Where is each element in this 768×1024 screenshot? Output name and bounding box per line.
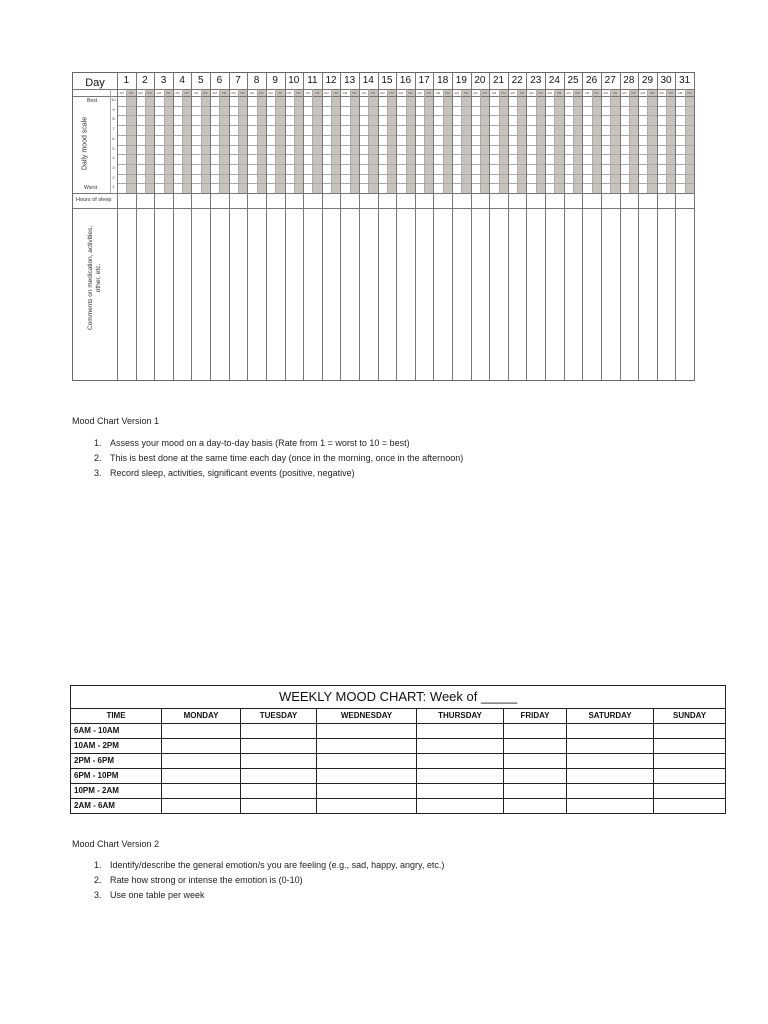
pm-shading bbox=[592, 89, 601, 193]
grid-col-line bbox=[396, 73, 397, 380]
mood-entry-cell[interactable] bbox=[417, 799, 504, 814]
grid-col-line bbox=[582, 73, 583, 380]
pm-shading bbox=[219, 89, 228, 193]
mood-entry-cell[interactable] bbox=[162, 724, 241, 739]
day-number: 8 bbox=[253, 75, 260, 86]
pm-label: PM bbox=[128, 91, 134, 95]
grid-col-line bbox=[638, 73, 639, 380]
grid-half-line bbox=[182, 89, 183, 193]
version1-step: 1. Assess your mood on a day-to-day basis (Rate from 1 = worst to 10 = best) bbox=[104, 436, 463, 451]
am-label: AM bbox=[324, 91, 329, 95]
grid-half-line bbox=[554, 89, 555, 193]
column-header: TUESDAY bbox=[241, 709, 317, 724]
weekly-chart-title: WEEKLY MOOD CHART: Week of _____ bbox=[71, 686, 726, 709]
weekly-time-row bbox=[71, 754, 726, 769]
grid-half-line bbox=[685, 89, 686, 193]
pm-shading bbox=[461, 89, 470, 193]
mood-scale-value: 8 bbox=[112, 116, 115, 122]
weekly-time-row bbox=[71, 799, 726, 814]
grid-col-line bbox=[340, 73, 341, 380]
mood-entry-cell[interactable] bbox=[317, 724, 417, 739]
am-label: AM bbox=[454, 91, 459, 95]
mood-entry-cell[interactable] bbox=[504, 754, 567, 769]
mood-entry-cell[interactable] bbox=[317, 799, 417, 814]
grid-half-line bbox=[201, 89, 202, 193]
am-label: AM bbox=[342, 91, 348, 95]
day-number: 24 bbox=[548, 75, 560, 86]
grid-half-line bbox=[350, 89, 351, 193]
pm-label: PM bbox=[184, 91, 190, 95]
column-header: SUNDAY bbox=[654, 709, 726, 724]
mood-scale-value: 10 bbox=[111, 97, 116, 102]
grid-half-line bbox=[517, 89, 518, 193]
sleep-label: Hours of sleep bbox=[76, 197, 112, 203]
time-slot-label: 10PM - 2AM bbox=[71, 784, 162, 799]
am-label: AM bbox=[119, 91, 124, 95]
grid-col-line bbox=[154, 73, 155, 380]
grid-col-line bbox=[378, 73, 379, 380]
am-label: AM bbox=[361, 91, 366, 95]
day-number: 23 bbox=[530, 75, 542, 86]
pm-label: PM bbox=[165, 91, 171, 95]
pm-shading bbox=[331, 89, 340, 193]
pm-shading bbox=[647, 89, 656, 193]
pm-shading bbox=[685, 89, 694, 193]
pm-shading bbox=[406, 89, 415, 193]
day-number: 14 bbox=[362, 75, 374, 86]
column-header: MONDAY bbox=[162, 709, 241, 724]
day-header-label: Day bbox=[85, 77, 105, 89]
grid-col-line bbox=[359, 73, 360, 380]
mood-entry-cell[interactable] bbox=[241, 724, 317, 739]
pm-shading bbox=[629, 89, 638, 193]
am-label: AM bbox=[156, 91, 162, 95]
grid-col-line bbox=[415, 73, 416, 380]
day-number: 12 bbox=[325, 75, 337, 86]
mood-entry-cell[interactable] bbox=[654, 769, 726, 784]
pm-shading bbox=[499, 89, 508, 193]
pm-label: PM bbox=[463, 91, 469, 95]
pm-label: PM bbox=[445, 91, 450, 95]
grid-col-line bbox=[285, 73, 286, 380]
am-label: AM bbox=[138, 91, 143, 95]
pm-shading bbox=[275, 89, 284, 193]
pm-shading bbox=[387, 89, 396, 193]
day-number: 29 bbox=[641, 75, 654, 86]
grid-half-line bbox=[312, 89, 313, 193]
mood-entry-cell[interactable] bbox=[162, 754, 241, 769]
mood-entry-cell[interactable] bbox=[317, 754, 417, 769]
grid-col-line bbox=[620, 73, 621, 380]
pm-shading bbox=[145, 89, 154, 193]
grid-half-line bbox=[331, 89, 332, 193]
time-slot-label: 2PM - 6PM bbox=[71, 754, 162, 769]
mood-scale-value: 6 bbox=[112, 135, 115, 141]
grid-half-line bbox=[536, 89, 537, 193]
pm-shading bbox=[443, 89, 452, 193]
pm-label: PM bbox=[631, 91, 636, 95]
pm-label: PM bbox=[519, 91, 525, 95]
am-label: AM bbox=[379, 91, 385, 95]
pm-label: PM bbox=[482, 91, 487, 95]
day-number: 17 bbox=[418, 75, 430, 86]
column-header: FRIDAY bbox=[504, 709, 567, 724]
am-label: AM bbox=[640, 91, 646, 95]
pm-shading bbox=[182, 89, 191, 193]
mood-scale-value: 5 bbox=[112, 145, 115, 151]
grid-half-line bbox=[592, 89, 593, 193]
mood-entry-cell[interactable] bbox=[567, 769, 654, 784]
mood-entry-cell[interactable] bbox=[417, 739, 504, 754]
grid-half-line bbox=[368, 89, 369, 193]
pm-shading bbox=[536, 89, 545, 193]
mood-entry-cell[interactable] bbox=[567, 754, 654, 769]
mood-entry-cell[interactable] bbox=[241, 769, 317, 784]
grid-half-line bbox=[275, 89, 276, 193]
grid-half-line bbox=[480, 89, 481, 193]
pm-label: PM bbox=[407, 91, 413, 95]
grid-col-line bbox=[508, 73, 509, 380]
pm-shading bbox=[666, 89, 675, 193]
time-slot-label: 6PM - 10PM bbox=[71, 769, 162, 784]
day-number: 25 bbox=[567, 75, 579, 86]
day-number: 1 bbox=[123, 75, 130, 86]
mood-entry-cell[interactable] bbox=[417, 784, 504, 799]
column-header: WEDNESDAY bbox=[317, 709, 417, 724]
weekly-time-row bbox=[71, 724, 726, 739]
grid-half-line bbox=[629, 89, 630, 193]
mood-entry-cell[interactable] bbox=[317, 784, 417, 799]
mood-entry-cell[interactable] bbox=[567, 784, 654, 799]
grid-col-line bbox=[247, 73, 248, 380]
mood-entry-cell[interactable] bbox=[417, 769, 504, 784]
mood-entry-cell[interactable] bbox=[567, 724, 654, 739]
am-label: AM bbox=[510, 91, 515, 95]
pm-shading bbox=[517, 89, 526, 193]
grid-half-line bbox=[647, 89, 648, 193]
pm-shading bbox=[424, 89, 433, 193]
mood-entry-cell[interactable] bbox=[504, 724, 567, 739]
pm-shading bbox=[294, 89, 303, 193]
best-label: Best bbox=[87, 98, 98, 104]
mood-scale-axis-label: Daily mood scale bbox=[81, 116, 89, 170]
day-number: 6 bbox=[216, 75, 223, 86]
grid-col-line bbox=[229, 73, 230, 380]
grid-half-line bbox=[406, 89, 407, 193]
am-label: AM bbox=[249, 91, 255, 95]
am-label: AM bbox=[603, 91, 608, 95]
grid-col-line bbox=[210, 73, 211, 380]
day-number: 2 bbox=[142, 75, 148, 86]
mood-entry-cell[interactable] bbox=[162, 739, 241, 754]
pm-shading bbox=[350, 89, 359, 193]
am-label: AM bbox=[305, 91, 311, 95]
grid-col-line bbox=[452, 73, 453, 380]
pm-label: PM bbox=[333, 91, 338, 95]
mood-entry-cell[interactable] bbox=[567, 799, 654, 814]
pm-shading bbox=[554, 89, 563, 193]
day-number: 11 bbox=[307, 75, 318, 86]
day-number: 19 bbox=[455, 75, 467, 86]
pm-label: PM bbox=[612, 91, 618, 95]
grid-col-line bbox=[601, 73, 602, 380]
mood-entry-cell[interactable] bbox=[417, 754, 504, 769]
day-number: 26 bbox=[586, 75, 598, 86]
day-number: 10 bbox=[288, 75, 300, 86]
day-number: 31 bbox=[679, 75, 691, 86]
grid-half-line bbox=[499, 89, 500, 193]
mood-entry-cell[interactable] bbox=[567, 739, 654, 754]
pm-label: PM bbox=[314, 91, 320, 95]
pm-shading bbox=[480, 89, 489, 193]
grid-col-line bbox=[173, 73, 174, 380]
mood-entry-cell[interactable] bbox=[654, 739, 726, 754]
pm-shading bbox=[312, 89, 321, 193]
am-label: AM bbox=[417, 91, 422, 95]
pm-shading bbox=[573, 89, 582, 193]
day-number: 4 bbox=[179, 75, 185, 86]
mood-scale-value: 9 bbox=[112, 106, 115, 112]
monthly-mood-chart bbox=[72, 72, 695, 381]
pm-shading bbox=[368, 89, 377, 193]
mood-entry-cell[interactable] bbox=[504, 739, 567, 754]
pm-label: PM bbox=[649, 91, 655, 95]
mood-entry-cell[interactable] bbox=[417, 724, 504, 739]
am-label: AM bbox=[659, 91, 664, 95]
pm-label: PM bbox=[221, 91, 227, 95]
pm-shading bbox=[126, 89, 135, 193]
am-label: AM bbox=[231, 91, 236, 95]
pm-label: PM bbox=[240, 91, 245, 95]
am-label: AM bbox=[621, 91, 627, 95]
mood-entry-cell[interactable] bbox=[241, 739, 317, 754]
mood-entry-cell[interactable] bbox=[654, 799, 726, 814]
day-number: 7 bbox=[235, 75, 241, 86]
pm-label: PM bbox=[352, 91, 357, 95]
mood-entry-cell[interactable] bbox=[162, 784, 241, 799]
column-header: TIME bbox=[71, 709, 162, 724]
pm-shading bbox=[164, 89, 173, 193]
am-label: AM bbox=[566, 91, 571, 95]
pm-label: PM bbox=[538, 91, 543, 95]
mood-scale-value: 2 bbox=[112, 174, 115, 180]
weekly-time-row bbox=[71, 739, 726, 754]
grid-half-line bbox=[387, 89, 388, 193]
grid-half-line bbox=[126, 89, 127, 193]
version2-step: 1. Identify/describe the general emotion/s you are feeling (e.g., sad, happy, angry, etc.) bbox=[104, 858, 444, 873]
version1-title: Mood Chart Version 1 bbox=[72, 416, 160, 426]
am-label: AM bbox=[584, 91, 590, 95]
version1-steps bbox=[72, 436, 463, 481]
pm-label: PM bbox=[296, 91, 301, 95]
pm-label: PM bbox=[500, 91, 506, 95]
grid-half-line bbox=[164, 89, 165, 193]
am-label: AM bbox=[435, 91, 441, 95]
day-number: 5 bbox=[197, 75, 204, 86]
day-number: 20 bbox=[474, 75, 486, 86]
pm-shading bbox=[238, 89, 247, 193]
worst-label: Worst bbox=[84, 185, 97, 192]
grid-half-line bbox=[294, 89, 295, 193]
pm-shading bbox=[610, 89, 619, 193]
am-label: AM bbox=[268, 91, 273, 95]
pm-label: PM bbox=[668, 91, 673, 95]
grid-col-line bbox=[545, 73, 546, 380]
grid-half-line bbox=[443, 89, 444, 193]
pm-label: PM bbox=[594, 91, 599, 95]
mood-scale-value: 3 bbox=[112, 164, 115, 170]
grid-col-line bbox=[136, 73, 137, 380]
pm-label: PM bbox=[258, 91, 264, 95]
version2-title: Mood Chart Version 2 bbox=[72, 839, 160, 849]
grid-col-line bbox=[675, 73, 676, 380]
weekly-header-row bbox=[71, 709, 726, 724]
grid-col-line bbox=[117, 73, 118, 380]
mood-entry-cell[interactable] bbox=[504, 784, 567, 799]
mood-scale-value: 4 bbox=[112, 155, 115, 161]
mood-entry-cell[interactable] bbox=[654, 724, 726, 739]
grid-col-line bbox=[564, 73, 565, 380]
day-number: 3 bbox=[160, 75, 167, 86]
mood-entry-cell[interactable] bbox=[162, 799, 241, 814]
time-slot-label: 10AM - 2PM bbox=[71, 739, 162, 754]
grid-col-line bbox=[191, 73, 192, 380]
version2-step: 3. Use one table per week bbox=[104, 888, 444, 903]
weekly-time-row bbox=[71, 784, 726, 799]
version2-step: 2. Rate how strong or intense the emotion is (0-10) bbox=[104, 873, 444, 888]
day-number: 21 bbox=[492, 75, 505, 86]
grid-col-line bbox=[266, 73, 267, 380]
column-header: SATURDAY bbox=[567, 709, 654, 724]
weekly-time-row bbox=[71, 769, 726, 784]
grid-half-line bbox=[573, 89, 574, 193]
grid-col-line bbox=[322, 73, 323, 380]
mood-entry-cell[interactable] bbox=[162, 769, 241, 784]
pm-label: PM bbox=[147, 91, 152, 95]
grid-col-line bbox=[694, 73, 695, 380]
am-label: AM bbox=[473, 91, 478, 95]
weekly-mood-chart bbox=[70, 685, 726, 814]
time-slot-label: 6AM - 10AM bbox=[71, 724, 162, 739]
am-label: AM bbox=[175, 91, 180, 95]
grid-half-line bbox=[666, 89, 667, 193]
grid-col-line bbox=[489, 73, 490, 380]
grid-col-line bbox=[433, 73, 434, 380]
day-number: 22 bbox=[511, 75, 523, 86]
day-number: 16 bbox=[399, 75, 412, 86]
pm-label: PM bbox=[575, 91, 580, 95]
pm-label: PM bbox=[556, 91, 562, 95]
mood-entry-cell[interactable] bbox=[504, 799, 567, 814]
day-number: 27 bbox=[604, 75, 616, 86]
mood-entry-cell[interactable] bbox=[654, 784, 726, 799]
pm-label: PM bbox=[426, 91, 431, 95]
grid-col-line bbox=[471, 73, 472, 380]
day-number: 30 bbox=[660, 75, 672, 86]
pm-label: PM bbox=[687, 91, 692, 95]
day-number: 28 bbox=[623, 75, 635, 86]
grid-half-line bbox=[238, 89, 239, 193]
grid-half-line bbox=[257, 89, 258, 193]
version1-step: 2. This is best done at the same time each day (once in the morning, once in the afternoon) bbox=[104, 451, 463, 466]
mood-entry-cell[interactable] bbox=[317, 769, 417, 784]
am-label: AM bbox=[286, 91, 292, 95]
day-number: 9 bbox=[272, 75, 278, 86]
pm-shading bbox=[201, 89, 210, 193]
day-number: 18 bbox=[437, 75, 449, 86]
day-number: 15 bbox=[381, 75, 393, 86]
version2-steps bbox=[72, 858, 444, 903]
grid-col-line bbox=[526, 73, 527, 380]
mood-entry-cell[interactable] bbox=[504, 769, 567, 784]
am-label: AM bbox=[491, 91, 497, 95]
grid-half-line bbox=[424, 89, 425, 193]
pm-label: PM bbox=[277, 91, 283, 95]
mood-entry-cell[interactable] bbox=[654, 754, 726, 769]
version1-step: 3. Record sleep, activities, significant events (positive, negative) bbox=[104, 466, 463, 481]
column-header: THURSDAY bbox=[417, 709, 504, 724]
grid-half-line bbox=[461, 89, 462, 193]
grid-half-line bbox=[219, 89, 220, 193]
mood-entry-cell[interactable] bbox=[241, 754, 317, 769]
mood-scale-value: 1 bbox=[112, 184, 115, 190]
mood-entry-cell[interactable] bbox=[241, 799, 317, 814]
pm-label: PM bbox=[203, 91, 208, 95]
grid-col-line bbox=[303, 73, 304, 380]
am-label: AM bbox=[547, 91, 552, 95]
time-slot-label: 2AM - 6AM bbox=[71, 799, 162, 814]
grid-half-line bbox=[145, 89, 146, 193]
day-number: 13 bbox=[344, 75, 356, 86]
comments-label: Comments on medication, activities, other, etc. bbox=[87, 225, 102, 331]
pm-label: PM bbox=[389, 91, 394, 95]
am-label: AM bbox=[193, 91, 199, 95]
am-label: AM bbox=[677, 91, 683, 95]
mood-entry-cell[interactable] bbox=[317, 739, 417, 754]
mood-entry-cell[interactable] bbox=[241, 784, 317, 799]
mood-scale-value: 7 bbox=[112, 126, 115, 132]
pm-shading bbox=[257, 89, 266, 193]
am-label: AM bbox=[212, 91, 217, 95]
pm-label: PM bbox=[370, 91, 376, 95]
am-label: AM bbox=[398, 91, 404, 95]
grid-half-line bbox=[610, 89, 611, 193]
am-label: AM bbox=[528, 91, 534, 95]
grid-col-line bbox=[657, 73, 658, 380]
